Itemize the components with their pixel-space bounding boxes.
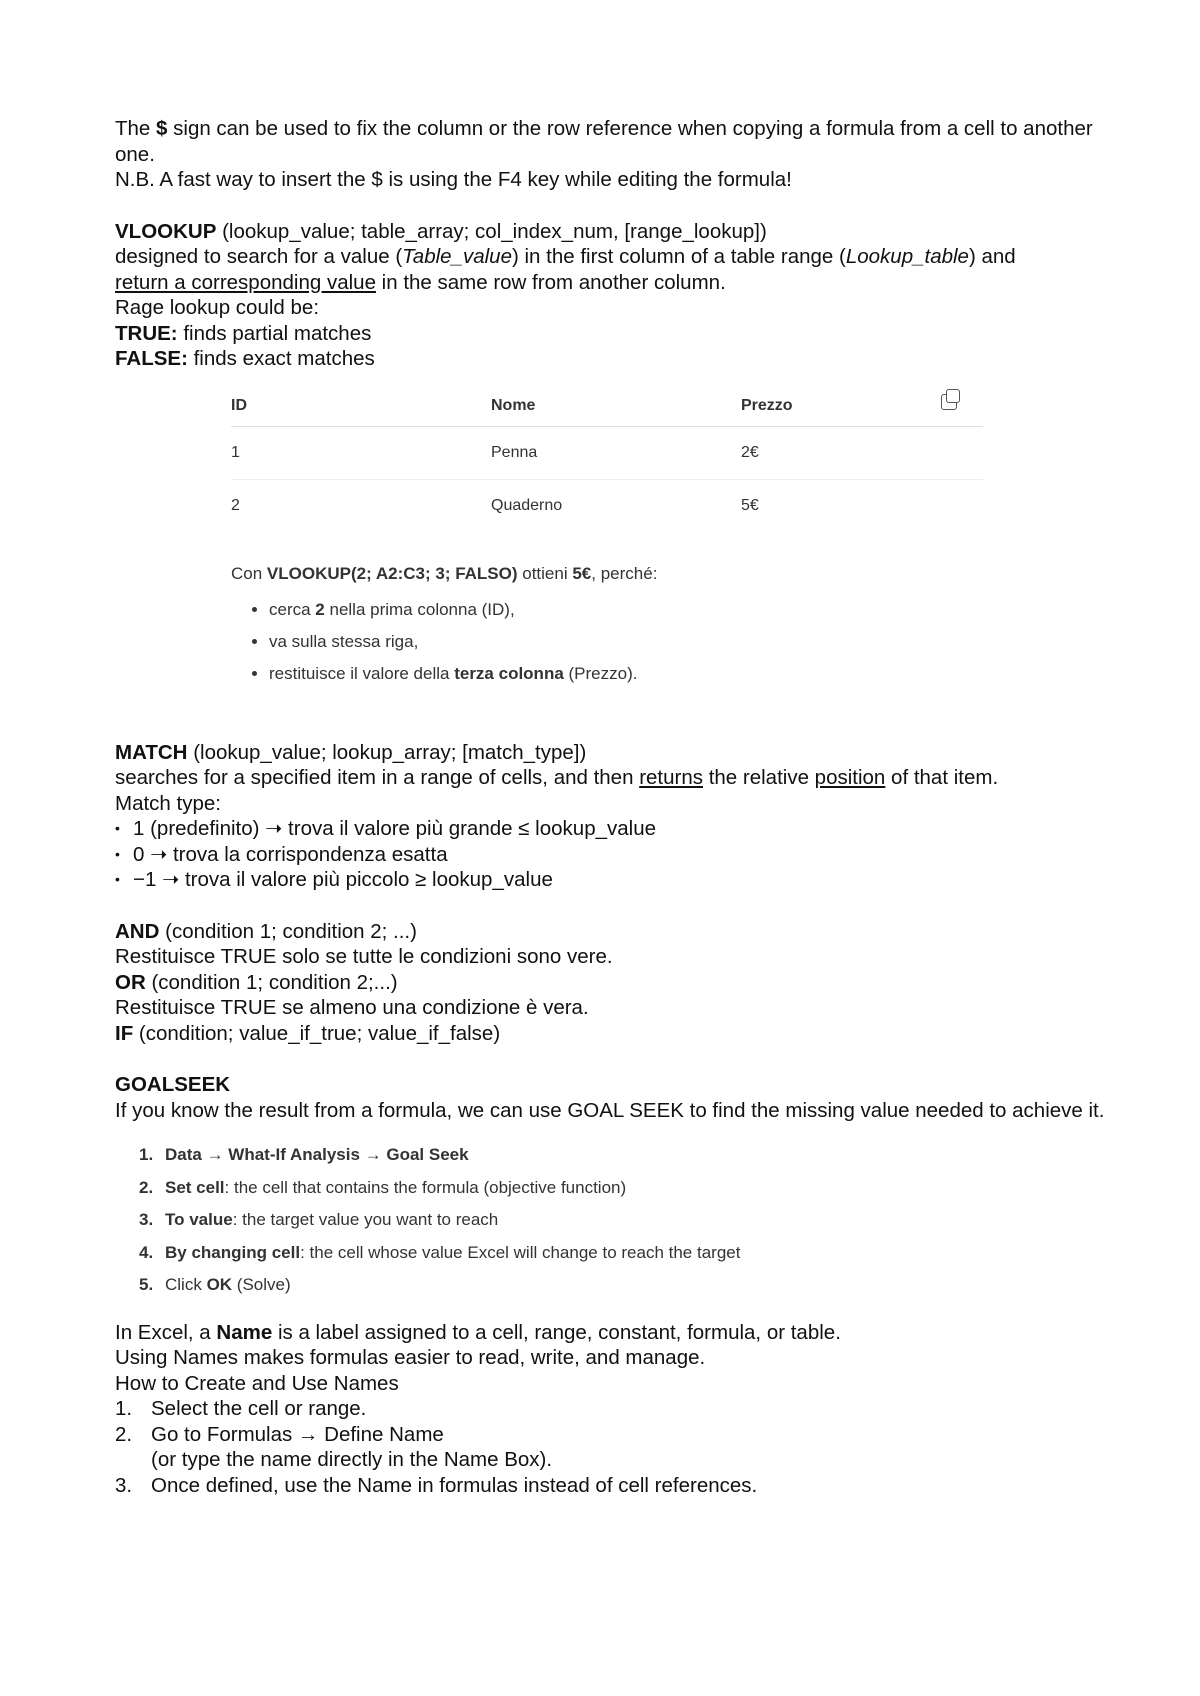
document-page [115, 116, 1105, 1498]
list-item: 3. Once defined, use the Name in formulas instead of cell references. [115, 1473, 758, 1497]
vlookup-description: designed to search for a value (Table_value) in the first column of a table range (Lookup_table) and return a corresponding value in the same row from another column. [115, 245, 1016, 294]
vlookup-example [231, 386, 983, 690]
list-item: • −1 ➝ trova il valore più piccolo ≥ lookup_value [115, 868, 553, 891]
vlookup-heading: VLOOKUP (lookup_value; table_array; col_index_num, [range_lookup]) [115, 219, 767, 243]
table-header: ID [231, 386, 491, 427]
names-intro: In Excel, a Name is a label assigned to a cell, range, constant, formula, or table. [115, 1320, 841, 1344]
table-cell: Quaderno [491, 496, 563, 514]
range-false: FALSE: finds exact matches [115, 347, 375, 370]
match-heading: MATCH (lookup_value; lookup_array; [match_type]) [115, 740, 587, 764]
names-subheading: How to Create and Use Names [115, 1371, 399, 1395]
table-header: Prezzo [741, 386, 941, 427]
if-heading: IF (condition; value_if_true; value_if_false) [115, 1021, 501, 1045]
range-lookup-intro: Rage lookup could be: [115, 296, 320, 319]
list-item: • cerca 2 nella prima colonna (ID), [269, 594, 983, 626]
table-header-row [231, 386, 983, 427]
list-item: 1. Select the cell or range. [115, 1397, 367, 1420]
list-item: 4. By changing cell: the cell whose value Excel will change to reach the target [139, 1242, 741, 1262]
table-cell: 1 [231, 426, 491, 479]
and-description: Restituisce TRUE solo se tutte le condizioni sono vere. [115, 945, 613, 968]
table-header: Nome [491, 386, 741, 427]
example-table [231, 386, 983, 532]
list-item: • restituisce il valore della terza colonna (Prezzo). [269, 658, 983, 690]
intro-note: N.B. A fast way to insert the $ is using the F4 key while editing the formula! [115, 168, 792, 191]
table-cell: 2 [231, 496, 240, 514]
goalseek-description: If you know the result from a formula, we can use GOAL SEEK to find the missing value needed to achieve it. [115, 1098, 1105, 1122]
copy-table-button[interactable] [941, 386, 983, 427]
table-cell: 2€ [741, 426, 941, 479]
list-item: 3. To value: the target value you want to reach [139, 1210, 499, 1229]
list-item: 1. Data → What-If Analysis → Goal Seek [139, 1145, 469, 1164]
match-type-label: Match type: [115, 791, 221, 815]
list-item: 2. Set cell: the cell that contains the formula (objective function) [139, 1177, 627, 1197]
table-row [231, 479, 983, 532]
example-bullets [231, 594, 983, 690]
list-item: 2. Go to Formulas → Define Name [115, 1422, 444, 1446]
list-item: • 0 ➝ trova la corrispondenza esatta [115, 842, 448, 866]
intro-paragraph: The $ sign can be used to fix the column or the row reference when copying a formula from a cell to another one. [115, 117, 1093, 166]
range-true: TRUE: finds partial matches [115, 321, 372, 345]
and-heading: AND (condition 1; condition 2; ...) [115, 919, 417, 943]
names-benefit: Using Names makes formulas easier to read, write, and manage. [115, 1346, 706, 1369]
example-explanation: Con VLOOKUP(2; A2:C3; 3; FALSO) ottieni 5€, perché: [231, 563, 658, 583]
list-item: 5. Click OK (Solve) [139, 1275, 291, 1294]
copy-icon [941, 394, 957, 410]
table-row [231, 426, 983, 479]
list-item-continuation: (or type the name directly in the Name Box). [151, 1448, 553, 1471]
or-description: Restituisce TRUE se almeno una condizione è vera. [115, 996, 589, 1019]
goalseek-steps [139, 1139, 1105, 1302]
goalseek-heading: GOALSEEK [115, 1073, 231, 1096]
table-cell: 5€ [741, 496, 759, 514]
list-item: • 1 (predefinito) ➝ trova il valore più grande ≤ lookup_value [115, 817, 657, 840]
or-heading: OR (condition 1; condition 2;...) [115, 970, 398, 994]
match-description: searches for a specified item in a range of cells, and then returns the relative position of that item. [115, 766, 999, 789]
list-item: • va sulla stessa riga, [269, 626, 983, 658]
table-cell: Penna [491, 426, 741, 479]
names-steps [115, 1396, 1105, 1498]
